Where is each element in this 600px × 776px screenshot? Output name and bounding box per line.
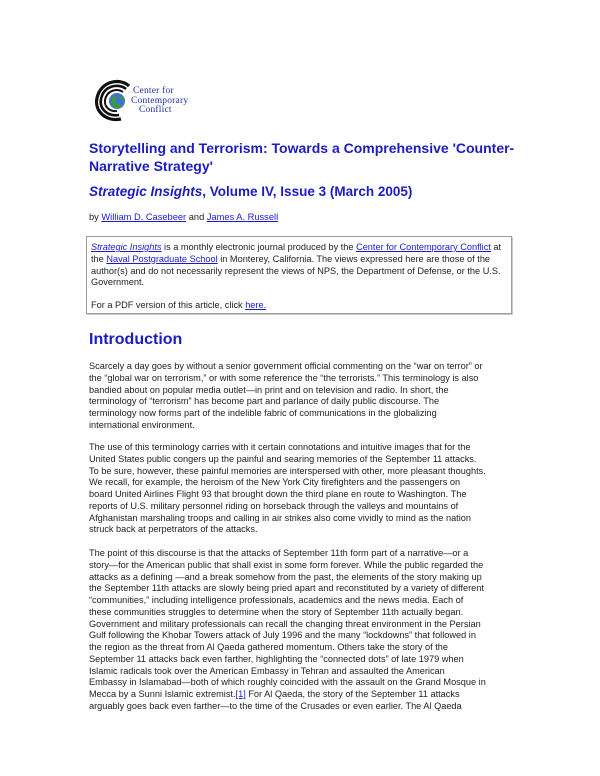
- text-line: the region as the threat from Al Qaeda gathered momentum. Others take the story of the: [89, 642, 449, 652]
- paragraph-3: [89, 548, 519, 713]
- text-line: The use of this terminology carries with it certain connotations and intuitive images that for the: [89, 442, 471, 452]
- footnote-link-1[interactable]: [1]: [235, 689, 246, 699]
- info-text-1: is a monthly electronic journal produced by the: [161, 242, 357, 252]
- text-line: Islamic radicals took over the American Embassy in Tehran and assaulted the American: [89, 665, 445, 676]
- text-line: struck back at perpetrators of the attacks.: [89, 524, 258, 535]
- author-link-casebeer[interactable]: William D. Casebeer: [101, 212, 187, 222]
- byline-conjunction: and: [186, 212, 207, 222]
- logo-line-3: Conflict: [139, 105, 172, 115]
- text-line: board United Airlines Flight 93 that brought down the third plane en route to Washington. The: [89, 489, 467, 499]
- text-line: international environment.: [89, 419, 195, 430]
- journal-link[interactable]: [91, 242, 161, 252]
- journal-name: Strategic Insights: [89, 184, 203, 199]
- text-line: September 11 attacks back even farther, highlighting the “connected dots” of late 1979 when: [89, 653, 464, 664]
- byline-prefix: by: [89, 212, 102, 222]
- text-line: To be sure, however, these painful memories are interspersed with other, more pleasant thoughts.: [89, 465, 486, 476]
- text-line: terminology of “terrorism” has become part and parlance of daily public discourse. The: [89, 396, 440, 407]
- text-line: the “global war on terrorism,” or with some reference the “the terrorists.” This terminology is also: [89, 372, 479, 383]
- logo-line-2: Contemporary: [131, 95, 189, 106]
- text-line: Gulf following the Khobar Towers attack of July 1996 and the many “lockdowns” that followed in: [89, 630, 476, 641]
- author-link-russell[interactable]: James A. Russell: [206, 212, 279, 222]
- text-line: United States public congers up the painful and searing memories of the September 11 attacks.: [89, 453, 477, 464]
- text-fragment: Mecca by a Sunni Islamic extremist.: [89, 689, 236, 699]
- nps-link[interactable]: Naval Postgraduate School: [106, 253, 218, 264]
- text-line: Government and military professionals can recall the changing threat environment in the Persian: [89, 618, 481, 629]
- logo-wordmark: [133, 87, 188, 116]
- issue-line: [89, 183, 412, 201]
- text-line: [89, 689, 519, 701]
- text-line: Afghanistan marshaling troops and calling in air strikes also come vividly to mind as the nation: [89, 512, 471, 523]
- issue-details: , Volume IV, Issue 3 (March 2005): [202, 184, 413, 199]
- pdf-text: For a PDF version of this article, click: [91, 300, 246, 311]
- text-line: Embassy in Islamabad—both of which roughly coincided with the assault on the Grand Mosque in: [89, 677, 486, 688]
- text-line: the September 11th attacks are slowly being pried apart and reconstituted by a variety of different: [89, 583, 484, 594]
- text-line: terminology now forms part of the indelible fabric of communications in the globalizing: [89, 408, 437, 418]
- byline: [89, 211, 278, 223]
- text-line: The point of this discourse is that the attacks of September 11th form part of a narrative—or a: [89, 548, 469, 558]
- article-title: Storytelling and Terrorism: Towards a Comprehensive 'Counter-Narrative Strategy': [89, 140, 515, 174]
- text-line: reports of U.S. military personnel riding on horseback through the valleys and mountains of: [89, 500, 459, 511]
- paragraph-1: [89, 361, 519, 432]
- text-line: We recall, for example, the heroism of the New York City firefighters and the passengers on: [89, 477, 461, 488]
- text-line: bandied about on popular media outlet—in print and on television and radio. In short, the: [89, 384, 449, 395]
- center-link[interactable]: Center for Contemporary Conflict: [356, 242, 491, 252]
- pdf-link[interactable]: here.: [245, 300, 267, 311]
- text-line: Scarcely a day goes by without a senior government official commenting on the “war on terror” or: [89, 361, 483, 371]
- text-line: arguably goes back even farther—to the time of the Crusades or even earlier. The Al Qaeda: [89, 700, 462, 711]
- journal-info-box: [86, 236, 512, 314]
- info-text-3: in Monterey, California. The views expressed here are those of the author(s) and do not necessarily represent the views of NPS, the Department of Defense, or the U.S. Government.: [91, 253, 501, 288]
- center-logo: [93, 78, 203, 126]
- text-line: attacks as a defining —and a break somehow from the past, the elements of the story making up: [89, 571, 482, 582]
- info-text-2: at the: [91, 242, 502, 264]
- pdf-notice: [91, 300, 507, 312]
- text-fragment: For Al Qaeda, the story of the September 11 attacks: [245, 689, 460, 699]
- text-line: story—for the American public that shall exist in some form forever. While the public regarded the: [89, 559, 484, 570]
- text-line: “communities,” including intelligence professionals, academics and the news media. Each of: [89, 595, 464, 605]
- text-line: these communities struggles to determine when the story of September 11th actually began.: [89, 606, 464, 617]
- logo-line-1: Center for: [133, 86, 174, 96]
- paragraph-2: [89, 442, 519, 536]
- journal-description: [91, 242, 507, 289]
- section-heading-introduction: Introduction: [89, 331, 183, 348]
- journal-link-text: Strategic Insights: [91, 242, 162, 252]
